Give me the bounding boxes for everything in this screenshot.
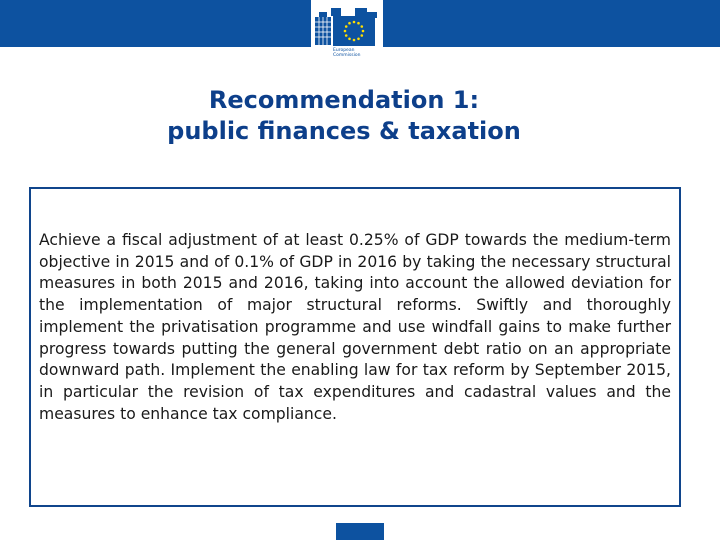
slide-title-line2: public finances & taxation: [167, 117, 521, 145]
european-commission-logo: [311, 0, 383, 66]
slide-title: [100, 85, 588, 147]
slide-title-line1: Recommendation 1:: [208, 86, 480, 114]
logo-text-line2: Commission: [333, 53, 361, 58]
logo-caption: [333, 48, 381, 58]
recommendation-box: [29, 187, 681, 507]
recommendation-text: Achieve a fiscal adjustment of at least 0.25% of GDP towards the medium-term objective in 2015 and of 0.1% of GDP in 2016 by taking the necessary structural measures in both 2015 and 2016, taking into account the allowed deviation for the implementation of major structural reforms. Swiftly and thoroughly implement the privatisation programme and use windfall gains to make further progress towards putting the general government debt ratio on an appropriate downward path. Implement the enabling law for tax reform by September 2015, in particular the revision of tax expenditures and cadastral values and the measures to enhance tax compliance.: [39, 231, 671, 423]
logo-text-line1: European: [333, 48, 355, 53]
footer-flag-bar: [336, 523, 384, 540]
